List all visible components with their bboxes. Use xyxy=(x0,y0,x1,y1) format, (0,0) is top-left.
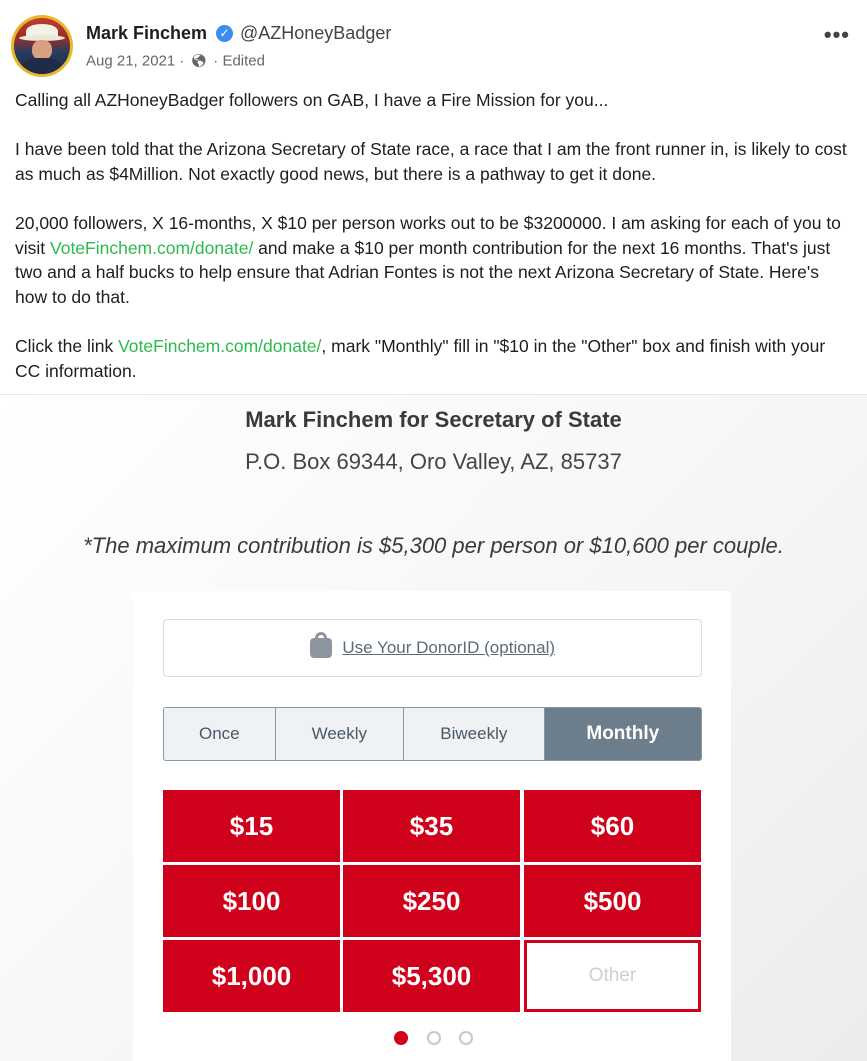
other-amount-input[interactable]: Other xyxy=(527,943,698,1009)
other-amount-box xyxy=(524,940,701,1012)
post-paragraph-2: I have been told that the Arizona Secretary of State race, a race that I am the front runner in, is likely to cost as much as $4Million. Not exactly good news, but there is a pathway to get it done. xyxy=(15,139,847,184)
author-handle[interactable]: @AZHoneyBadger xyxy=(240,23,392,43)
donor-id-box[interactable] xyxy=(163,619,702,677)
frequency-monthly-button[interactable]: Monthly xyxy=(545,708,701,760)
amount-button[interactable]: $500 xyxy=(524,865,701,937)
campaign-title: Mark Finchem for Secretary of State xyxy=(245,407,622,432)
post-paragraph-4: Click the link VoteFinchem.com/donate/, mark "Monthly" fill in "$10 in the "Other" box and finish with your CC information. xyxy=(15,335,826,381)
amount-button[interactable]: $5,300 xyxy=(343,940,520,1012)
donate-link[interactable]: VoteFinchem.com/donate/ xyxy=(50,237,254,258)
verified-icon: ✓ xyxy=(216,25,233,42)
post-header xyxy=(0,0,867,84)
frequency-selector xyxy=(163,707,702,761)
author-name[interactable]: Mark Finchem xyxy=(86,23,208,43)
amount-button[interactable]: $60 xyxy=(524,790,701,862)
embedded-image[interactable] xyxy=(0,394,867,1061)
meta-separator: · xyxy=(213,52,219,70)
edited-label[interactable]: Edited xyxy=(222,52,265,70)
post-body xyxy=(15,88,850,408)
amount-button[interactable]: $100 xyxy=(163,865,340,937)
carousel-dot-1[interactable] xyxy=(394,1031,408,1045)
donate-link[interactable]: VoteFinchem.com/donate/ xyxy=(118,335,322,356)
globe-icon: 🌎︎ xyxy=(190,53,208,69)
more-options-icon[interactable]: ••• xyxy=(823,22,850,47)
frequency-biweekly-button[interactable]: Biweekly xyxy=(404,708,544,760)
amount-button[interactable]: $250 xyxy=(343,865,520,937)
author-avatar[interactable] xyxy=(11,15,73,77)
frequency-once-button[interactable]: Once xyxy=(164,708,276,760)
contribution-note: *The maximum contribution is $5,300 per person or $10,600 per couple. xyxy=(83,533,784,558)
post-date[interactable]: Aug 21, 2021 xyxy=(86,52,176,70)
post-paragraph-3: 20,000 followers, X 16-months, X $10 per person works out to be $3200000. I am asking for each of you to visit VoteFinchem.com/donate/ and make a $10 per month contribution for the next 16 months. That's just two and a half bucks to help ensure that Adrian Fontes is not the next Arizona Secretary of State. Here's how to do that. xyxy=(15,212,841,307)
donor-id-link[interactable]: Use Your DonorID (optional) xyxy=(342,638,556,657)
lock-icon xyxy=(310,638,332,658)
carousel-dot-3[interactable] xyxy=(459,1031,473,1045)
frequency-weekly-button[interactable]: Weekly xyxy=(276,708,405,760)
amount-button[interactable]: $15 xyxy=(163,790,340,862)
post-meta xyxy=(86,52,265,70)
carousel-dot-2[interactable] xyxy=(427,1031,441,1045)
amount-button[interactable]: $35 xyxy=(343,790,520,862)
meta-separator: · xyxy=(179,52,185,70)
campaign-address: P.O. Box 69344, Oro Valley, AZ, 85737 xyxy=(245,449,622,474)
carousel-indicator xyxy=(0,1031,867,1050)
donation-form xyxy=(133,591,731,1061)
amount-button[interactable]: $1,000 xyxy=(163,940,340,1012)
post-paragraph-1: Calling all AZHoneyBadger followers on GAB, I have a Fire Mission for you... xyxy=(15,90,609,110)
avatar-photo xyxy=(14,18,70,74)
amount-grid xyxy=(163,790,702,1012)
